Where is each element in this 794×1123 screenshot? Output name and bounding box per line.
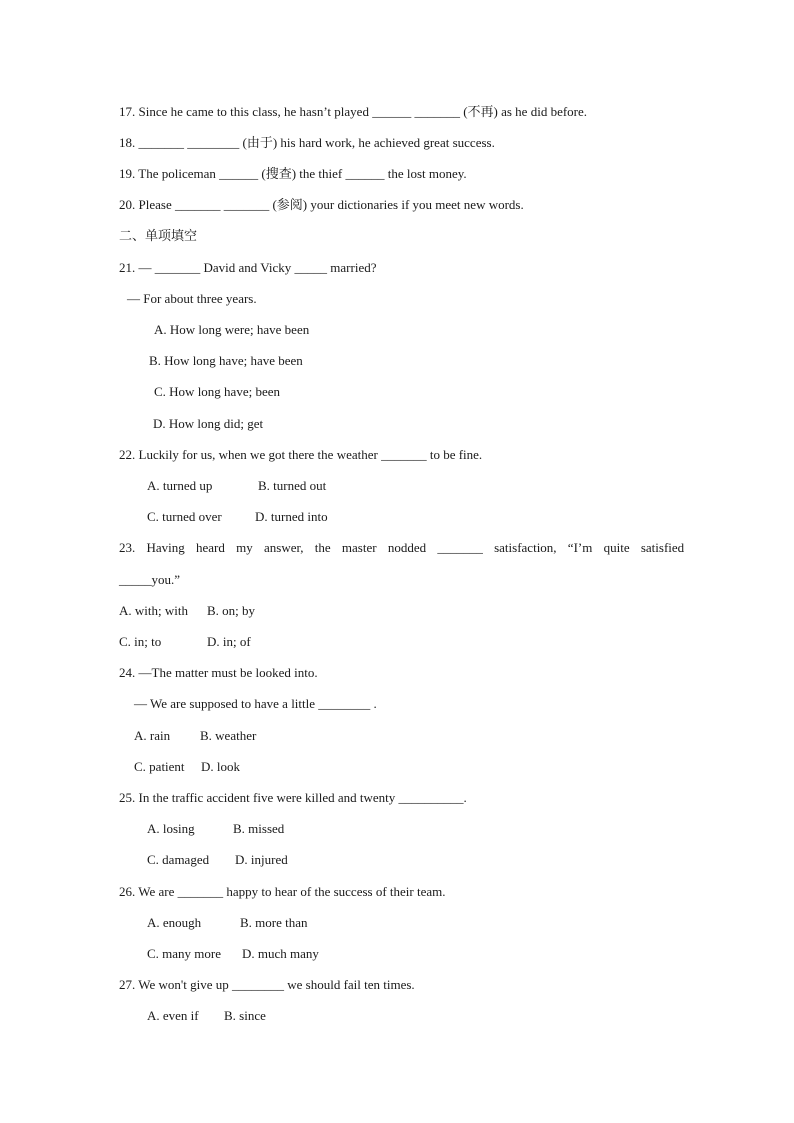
option-26-a: A. enough — [147, 915, 202, 930]
option-21-b: B. How long have; have been — [149, 353, 303, 368]
option-23-a: A. with; with — [119, 603, 188, 618]
section-heading: 二、单项填空 — [119, 229, 198, 244]
option-24-c: C. patient — [134, 759, 185, 774]
question-17: 17. Since he came to this class, he hasn’t played ______ _______ (不再) as he did before. — [119, 104, 588, 119]
option-26-d: D. much many — [242, 946, 319, 961]
option-21-a: A. How long were; have been — [154, 322, 310, 337]
option-21-d: D. How long did; get — [153, 416, 264, 431]
question-24-reply: — We are supposed to have a little ________ . — [134, 696, 377, 711]
question-23: 23. Having heard my answer, the master nodded _______ satisfaction, “I’m quite satisfied — [119, 540, 685, 555]
option-24-a: A. rain — [134, 728, 171, 743]
question-26: 26. We are _______ happy to hear of the success of their team. — [119, 884, 446, 899]
option-22-a: A. turned up — [147, 478, 213, 493]
option-26-c: C. many more — [147, 946, 222, 961]
question-24: 24. —The matter must be looked into. — [119, 665, 318, 680]
option-24-d: D. look — [201, 759, 240, 774]
question-18: 18. _______ ________ (由于) his hard work, he achieved great success. — [119, 135, 495, 150]
question-21-reply: — For about three years. — [127, 291, 257, 306]
question-22: 22. Luckily for us, when we got there the weather _______ to be fine. — [119, 447, 483, 462]
question-23-continued: _____you.” — [119, 572, 181, 587]
question-19: 19. The policeman ______ (搜查) the thief ______ the lost money. — [119, 166, 467, 181]
option-22-b: B. turned out — [258, 478, 327, 493]
question-21: 21. — _______ David and Vicky _____ married? — [119, 260, 377, 275]
option-23-b: B. on; by — [207, 603, 256, 618]
option-25-b: B. missed — [233, 821, 285, 836]
option-25-d: D. injured — [235, 852, 288, 867]
option-26-b: B. more than — [240, 915, 308, 930]
option-21-c: C. How long have; been — [154, 384, 281, 399]
option-22-c: C. turned over — [147, 509, 222, 524]
option-27-b: B. since — [224, 1008, 266, 1023]
option-24-b: B. weather — [200, 728, 257, 743]
option-23-d: D. in; of — [207, 634, 251, 649]
option-25-a: A. losing — [147, 821, 195, 836]
question-20: 20. Please _______ _______ (参阅) your dictionaries if you meet new words. — [119, 197, 524, 212]
question-25: 25. In the traffic accident five were killed and twenty __________. — [119, 790, 467, 805]
question-27: 27. We won't give up ________ we should fail ten times. — [119, 977, 415, 992]
option-27-a: A. even if — [147, 1008, 199, 1023]
option-23-c: C. in; to — [119, 634, 162, 649]
option-22-d: D. turned into — [255, 509, 328, 524]
option-25-c: C. damaged — [147, 852, 210, 867]
